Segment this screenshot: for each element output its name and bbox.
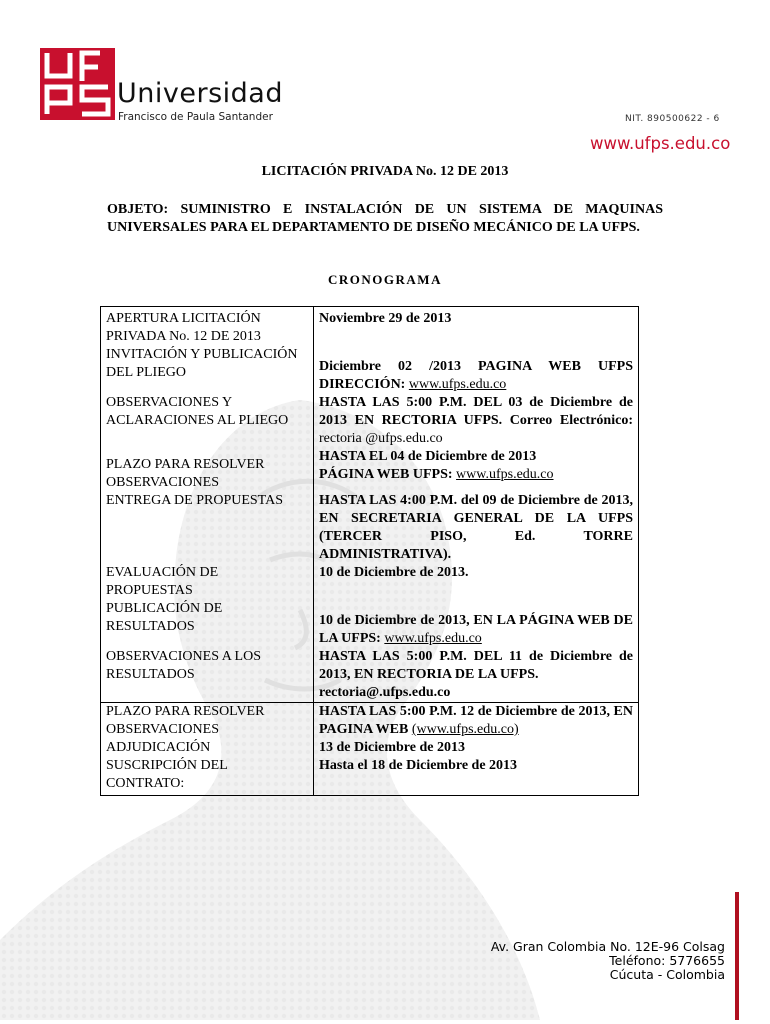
date-text: HASTA EL 04 de Diciembre de 2013 [319,449,537,464]
date-cell: HASTA LAS 4:00 P.M. del 09 de Diciembre de 2013, EN SECRETARIA GENERAL DE LA UFPS (TERCER PISO, Ed. TORRE ADMINISTRATIVA). [314,492,639,564]
date-text: Diciembre 02 /2013 PAGINA WEB UFPS [319,359,633,374]
website-link[interactable]: www.ufps.edu.co [456,467,554,482]
date-cell: 10 de Diciembre de 2013. [314,564,639,600]
stage-text: PLAZO PARA RESOLVER OBSERVACIONES [106,457,265,490]
footer-address: Av. Gran Colombia No. 12E-96 Colsag [490,939,725,954]
address-label: DIRECCIÓN: [319,377,406,392]
university-subtitle: Francisco de Paula Santander [118,111,273,123]
schedule-row [101,739,639,757]
stage-cell: SUSCRIPCIÓN DEL CONTRATO: [101,757,314,796]
stage-cell: APERTURA LICITACIÓN PRIVADA No. 12 DE 2013 [101,307,314,347]
objeto-paragraph: OBJETO: SUMINISTRO E INSTALACIÓN DE UN SISTEMA DE MAQUINAS UNIVERSALES PARA EL DEPARTAMENTO DE DISEÑO MECÁNICO DE LA UFPS. [107,202,663,235]
schedule-row [101,600,639,648]
stage-cell: PLAZO PARA RESOLVER OBSERVACIONES [101,703,314,740]
email-label: Correo Electrónico: [509,413,633,428]
stage-cell: EVALUACIÓN DE PROPUESTAS [101,564,314,600]
footer-phone: Teléfono: 5776655 [609,953,725,968]
date-cell [314,394,639,448]
ufps-logo [40,48,115,120]
website-label: PÁGINA WEB UFPS: [319,467,453,482]
date-cell [314,448,639,492]
website-link[interactable]: www.ufps.edu.co [384,631,482,646]
date-text: HASTA LAS 5:00 P.M. 12 de Diciembre de 2013, EN PAGINA WEB [319,704,633,737]
schedule-table [100,306,639,796]
document-title: LICITACIÓN PRIVADA No. 12 DE 2013 [261,164,509,179]
schedule-heading: CRONOGRAMA [328,272,442,287]
stage-cell: INVITACIÓN Y PUBLICACIÓN DEL PLIEGO [101,346,314,394]
stage-cell: OBSERVACIONES Y ACLARACIONES AL PLIEGO [101,394,314,448]
footer-city: Cúcuta - Colombia [609,967,725,982]
stage-cell: ENTREGA DE PROPUESTAS [101,492,314,564]
schedule-row [101,648,639,703]
email-text: rectoria@.ufps.edu.co [319,685,451,700]
schedule-row [101,394,639,448]
website-link[interactable]: (www.ufps.edu.co) [411,722,519,737]
schedule-row [101,492,639,564]
nit-number: NIT. 890500622 - 6 [625,114,720,124]
university-name: Universidad [117,78,283,109]
stage-cell: PUBLICACIÓN DE RESULTADOS [101,600,314,648]
date-cell: Hasta el 18 de Diciembre de 2013 [314,757,639,796]
date-cell [314,346,639,394]
website-link[interactable]: www.ufps.edu.co [408,377,507,392]
date-cell [314,600,639,648]
stage-cell [101,448,314,492]
website-link[interactable]: www.ufps.edu.co [590,134,731,153]
schedule-row [101,757,639,796]
date-cell [314,703,639,740]
schedule-row [101,703,639,740]
email-link[interactable]: rectoria @ufps.edu.co [319,431,443,446]
stage-cell: OBSERVACIONES A LOS RESULTADOS [101,648,314,703]
date-text: HASTA LAS 5:00 P.M. DEL 03 de Diciembre de 2013 EN RECTORIA UFPS. [319,395,633,428]
footer-contact [491,940,725,982]
stage-cell: ADJUDICACIÓN [101,739,314,757]
date-text: 10 de Diciembre de 2013, EN LA PÁGINA WEB DE LA UFPS: [319,613,633,646]
schedule-row [101,346,639,394]
schedule-row [101,564,639,600]
schedule-row [101,307,639,347]
date-cell [314,648,639,703]
date-cell: 13 de Diciembre de 2013 [314,739,639,757]
footer-accent-bar [735,892,739,1020]
date-cell: Noviembre 29 de 2013 [314,307,639,347]
schedule-row [101,448,639,492]
date-text: HASTA LAS 5:00 P.M. DEL 11 de Diciembre de 2013, EN RECTORIA DE LA UFPS. [319,649,633,682]
